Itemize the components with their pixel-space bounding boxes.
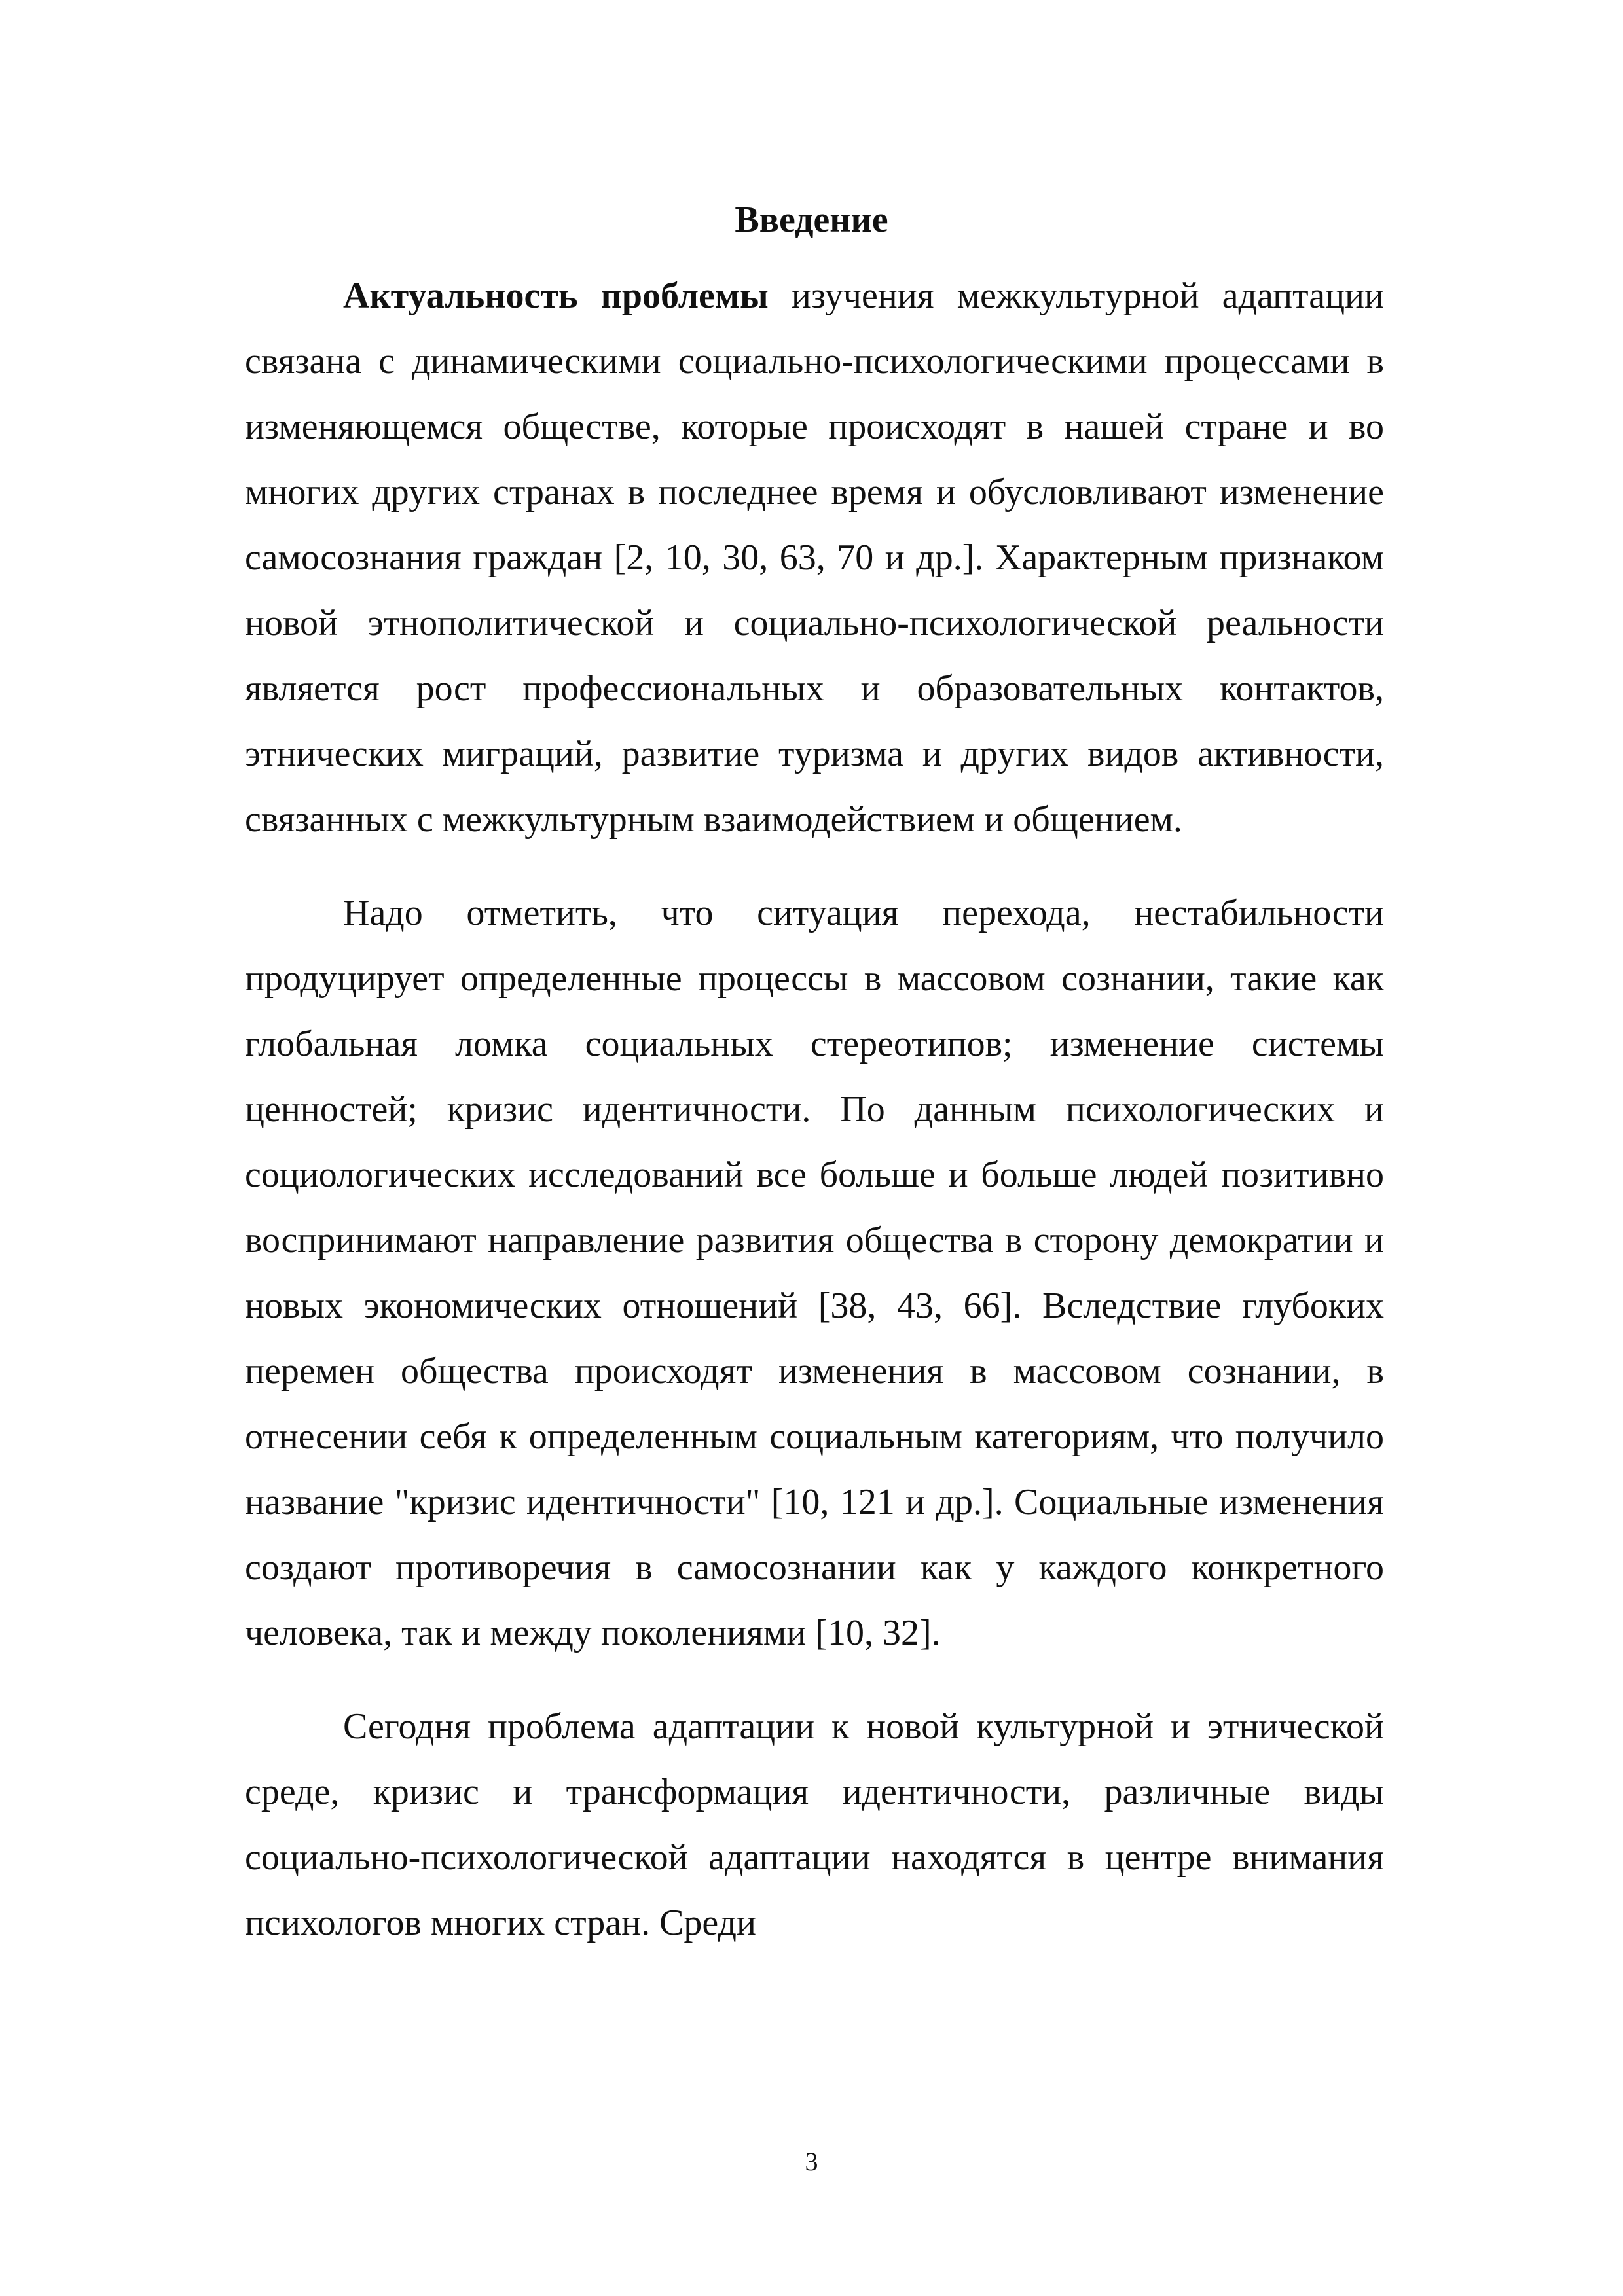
body-text (245, 263, 1384, 1956)
relevance-term: Актуальность проблемы (343, 276, 769, 316)
paragraph-transition: Надо отметить, что ситуация перехода, нестабильности продуцирует определенные процессы в массовом сознании, такие как глобальная ломка социальных стереотипов; изменение системы ценностей; кризис идентичности. По данным психологических и социологических исследований все больше и больше людей позитивно воспринимают направление развития общества в сторону демократии и новых экономических отношений [38, 43, 66]. Вследствие глубоких перемен общества происходят изменения в массовом сознании, в отнесении себя к определенным социальным категориям, что получило название "кризис идентичности" [10, 121 и др.]. Социальные изменения создают противоречия в самосознании как у каждого конкретного человека, так и между поколениями [10, 32]. (245, 893, 1384, 1653)
paragraph-relevance (245, 263, 1384, 852)
paragraph-adaptation: Сегодня проблема адаптации к новой культурной и этнической среде, кризис и трансформация идентичности, различные виды социально-психологической адаптации находятся в центре внимания психологов многих стран. Среди (245, 1706, 1384, 1943)
paragraph-text: изучения межкультурной адаптации связана с динамическими социально-психологическими процессами в изменяющемся обществе, которые происходят в нашей стране и во многих других странах в последнее время и обусловливают изменение самосознания граждан [2, 10, 30, 63, 70 и др.]. Характерным признаком новой этнополитической и социально-психологической реальности является рост профессиональных и образовательных контактов, этнических миграций, развитие туризма и других видов активности, связанных с межкультурным взаимодействием и общением. (245, 276, 1384, 840)
page-number: 3 (805, 2147, 818, 2176)
section-heading: Введение (735, 200, 888, 240)
